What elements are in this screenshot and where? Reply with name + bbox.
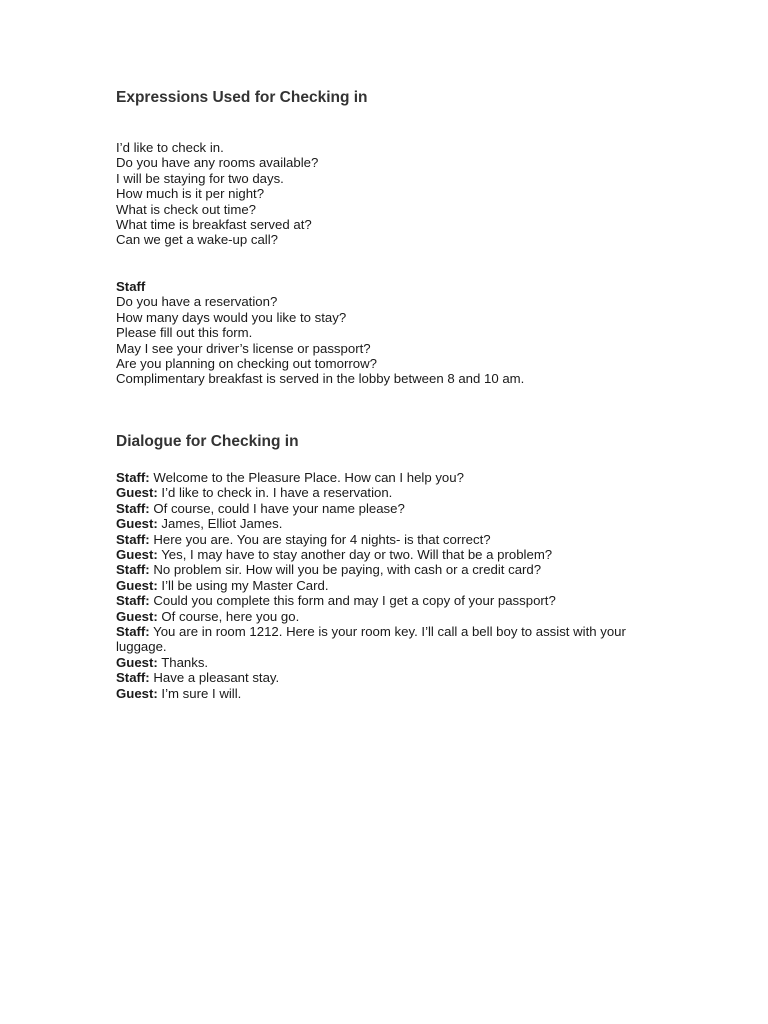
speaker-label: Staff:	[116, 531, 150, 547]
speaker-label: Staff:	[116, 470, 150, 485]
expression-line: How much is it per night?	[116, 186, 265, 202]
speaker-label: Guest:	[116, 654, 158, 670]
expressions-list	[116, 140, 656, 248]
dialogue-text: James, Elliot James.	[157, 516, 283, 532]
speaker-label: Guest:	[116, 608, 158, 624]
dialogue-text: I’m sure I will.	[157, 685, 242, 701]
speaker-label: Guest:	[116, 516, 158, 532]
dialogue-text: Yes, I may have to stay another day or two. Will that be a problem?	[157, 547, 553, 563]
expression-line: I’d like to check in.	[116, 140, 224, 155]
speaker-label: Guest:	[116, 485, 158, 501]
staff-line: Please fill out this form.	[116, 325, 253, 341]
staff-line: How many days would you like to stay?	[116, 309, 347, 325]
dialogue-line	[116, 655, 656, 670]
dialogue-text: Of course, here you go.	[157, 608, 300, 624]
dialogue-text: You are in room 1212. Here is your room key. I’ll call a bell boy to assist with your luggage.	[116, 624, 626, 655]
dialogue-line	[116, 516, 656, 531]
dialogue-text: Welcome to the Pleasure Place. How can I help you?	[149, 470, 464, 485]
dialogue-line	[116, 593, 656, 608]
expression-line: I will be staying for two days.	[116, 170, 284, 186]
dialogue-list	[116, 470, 656, 701]
dialogue-line	[116, 686, 656, 701]
dialogue-line	[116, 547, 656, 562]
dialogue-text: Here you are. You are staying for 4 nights- is that correct?	[149, 531, 491, 547]
speaker-label: Guest:	[116, 577, 158, 593]
expression-line: Can we get a wake-up call?	[116, 232, 279, 248]
dialogue-line	[116, 578, 656, 593]
dialogue-line	[116, 532, 656, 547]
dialogue-line	[116, 624, 656, 655]
speaker-label: Staff:	[116, 624, 150, 640]
speaker-label: Guest:	[116, 685, 158, 701]
staff-heading: Staff	[116, 279, 146, 294]
dialogue-text: Thanks.	[157, 654, 209, 670]
speaker-label: Staff:	[116, 500, 150, 516]
dialogue-text: Could you complete this form and may I get a copy of your passport?	[149, 593, 556, 609]
dialogue-line	[116, 470, 656, 485]
speaker-label: Staff:	[116, 562, 150, 578]
staff-line: Are you planning on checking out tomorrow?	[116, 356, 377, 372]
staff-expressions	[116, 279, 656, 387]
staff-line: Do you have a reservation?	[116, 294, 278, 310]
expression-line: Do you have any rooms available?	[116, 155, 319, 171]
dialogue-text: Of course, could I have your name please?	[149, 500, 405, 516]
staff-line: May I see your driver’s license or passport?	[116, 340, 371, 356]
dialogue-line	[116, 670, 656, 685]
dialogue-text: I’d like to check in. I have a reservation.	[157, 485, 393, 501]
speaker-label: Staff:	[116, 670, 150, 686]
dialogue-text: No problem sir. How will you be paying, with cash or a credit card?	[149, 562, 542, 578]
dialogue-line	[116, 562, 656, 577]
dialogue-text: I’ll be using my Master Card.	[157, 577, 329, 593]
expressions-heading: Expressions Used for Checking in	[116, 89, 368, 106]
dialogue-text: Have a pleasant stay.	[149, 670, 280, 686]
expression-line: What time is breakfast served at?	[116, 217, 312, 233]
dialogue-line	[116, 609, 656, 624]
dialogue-heading: Dialogue for Checking in	[116, 433, 299, 450]
speaker-label: Staff:	[116, 593, 150, 609]
speaker-label: Guest:	[116, 547, 158, 563]
staff-line: Complimentary breakfast is served in the lobby between 8 and 10 am.	[116, 371, 525, 387]
expression-line: What is check out time?	[116, 201, 256, 217]
dialogue-line	[116, 485, 656, 500]
dialogue-line	[116, 501, 656, 516]
